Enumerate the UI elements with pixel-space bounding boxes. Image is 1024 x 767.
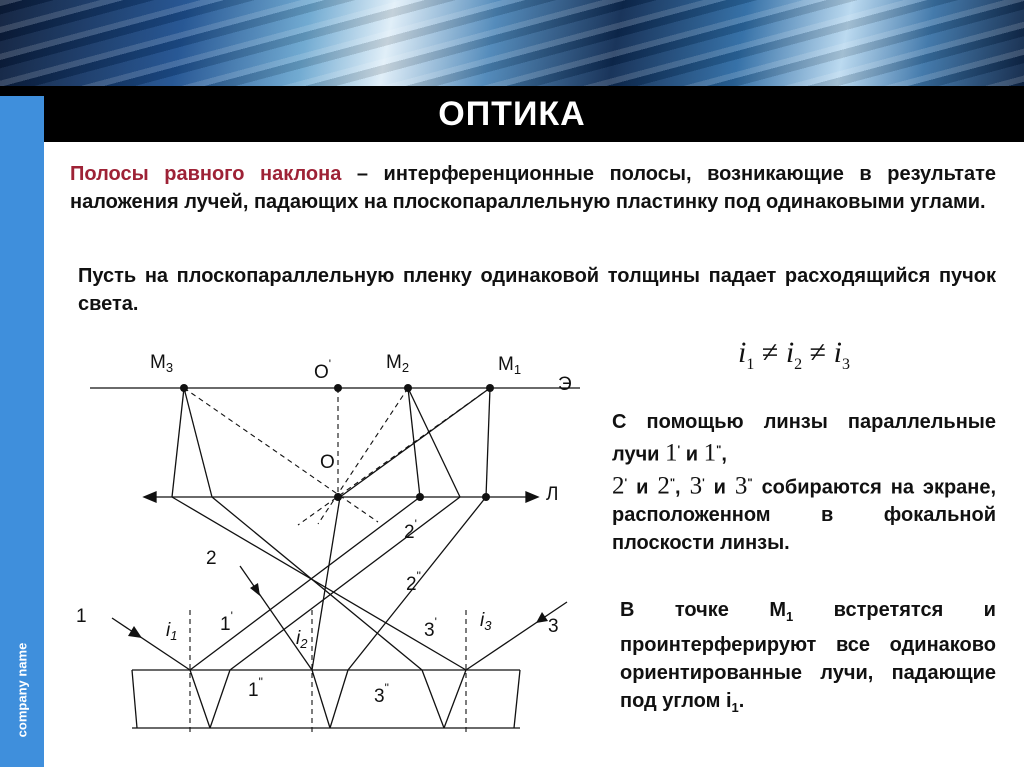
label-3-prime: 3' xyxy=(424,615,437,641)
dprime-mark: " xyxy=(716,444,722,456)
label-1-dprime: 1" xyxy=(248,675,263,701)
definition-text: – интерференционные полосы, возникающие в результате наложения лучей, падающих на плоскопараллельную пластинку под одинаковыми углами. xyxy=(70,163,996,213)
label-2-dprime: 2" xyxy=(406,569,421,595)
label-o: O xyxy=(320,452,335,473)
m1-text-a: В точке М xyxy=(620,599,786,621)
ray-3-refract-b xyxy=(422,670,444,728)
ray-3pp-up xyxy=(212,497,422,670)
prime-mark: ' xyxy=(702,476,705,489)
lens-point-3 xyxy=(482,493,490,501)
label-ray-2: 2 xyxy=(206,548,217,569)
plate-right-edge xyxy=(514,670,520,728)
formula-ne1: ≠ xyxy=(761,336,779,369)
inequality-formula xyxy=(738,336,888,380)
point-o-prime xyxy=(334,384,342,392)
ray-2-prime: 2 xyxy=(612,472,625,500)
comma: , xyxy=(675,476,681,499)
m1-sub: 1 xyxy=(785,609,794,624)
ray-3-refract-a xyxy=(444,670,466,728)
lens-text-end: на экране, расположенном в фокальной плоскости линзы. xyxy=(612,476,997,555)
company-name-label: company name xyxy=(14,642,30,738)
label-lens: Л xyxy=(546,484,559,505)
formula-sub3: 3 xyxy=(841,356,850,373)
label-m2: $M_2$ xyxy=(386,352,410,375)
formula-sub1: 1 xyxy=(746,356,755,373)
m1-text-b: встретятся и проинтерферируют все одинаково ориентированные лучи, падающие под углом i xyxy=(620,599,996,712)
point-m3 xyxy=(180,384,188,392)
focus-m3-a xyxy=(172,388,184,497)
ray-3-prime: 3 xyxy=(689,472,703,500)
ray-2-refract-a xyxy=(312,670,330,728)
plate-left-edge xyxy=(132,670,137,728)
label-3-dprime: 3" xyxy=(374,681,389,707)
prime-mark: ' xyxy=(624,476,628,489)
formula-i1: i xyxy=(738,336,747,369)
ray-1-refract-a xyxy=(190,670,210,728)
point-o xyxy=(334,493,342,501)
dprime-mark: " xyxy=(669,476,676,489)
ray-2pp-up xyxy=(348,497,486,670)
term-highlight: Полосы равного наклона xyxy=(70,163,342,185)
formula-i3: i xyxy=(833,336,842,369)
lens-text-a: С помощью линзы параллельные лучи xyxy=(612,411,996,466)
focus-m1-b xyxy=(486,388,490,497)
dprime-mark: " xyxy=(747,476,753,489)
point-m2 xyxy=(404,384,412,392)
ray-1-prime: 1 xyxy=(665,439,678,467)
formula-i2: i xyxy=(785,336,795,369)
point-m1-paragraph xyxy=(620,596,996,722)
label-ray-1: 1 xyxy=(76,606,87,627)
slide-title: ОПТИКА xyxy=(438,95,586,133)
ray-2-refract-b xyxy=(330,670,348,728)
intro-paragraph: Пусть на плоскопараллельную пленку одинаковой толщины падает расходящийся пучок света. xyxy=(78,265,996,315)
lens-point-2 xyxy=(416,493,424,501)
dashed-m3 xyxy=(184,388,378,522)
ray-1pp-up xyxy=(230,497,460,670)
i1-sub: 1 xyxy=(731,700,739,715)
label-i2: $i_2$ xyxy=(296,628,308,651)
label-ray-3: 3 xyxy=(548,616,559,637)
arrowhead-3 xyxy=(536,612,548,623)
ray-1-dprime: 1 xyxy=(703,439,717,467)
label-screen: Э xyxy=(558,374,572,395)
ray-1-refract-b xyxy=(210,670,230,728)
comma: , xyxy=(721,443,727,466)
arrowhead-2 xyxy=(250,583,260,596)
and-word: и xyxy=(636,476,649,499)
formula-ne2: ≠ xyxy=(809,336,827,369)
point-m1 xyxy=(486,384,494,392)
arrowhead-1 xyxy=(128,626,142,638)
label-i3: $i_3$ xyxy=(480,610,492,633)
m1-text-end: . xyxy=(738,690,745,712)
ray-3p-up xyxy=(172,497,466,670)
formula-sub2: 2 xyxy=(794,356,803,373)
and-word: и xyxy=(713,476,726,499)
lens-arrow-left xyxy=(144,492,156,502)
definition-paragraph xyxy=(70,160,996,216)
label-2-prime: 2' xyxy=(404,517,417,543)
label-i1: $i_1$ xyxy=(166,620,178,643)
lens-paragraph xyxy=(612,408,996,557)
and-word: и xyxy=(685,443,699,466)
header-banner xyxy=(0,0,1024,86)
label-m1: $M_1$ xyxy=(498,354,522,377)
collect-word: собираются xyxy=(761,476,882,499)
label-o-prime: O' xyxy=(314,357,332,383)
ray-1-incident xyxy=(112,618,190,670)
label-m3: $M_3$ xyxy=(150,352,174,375)
interference-diagram xyxy=(62,340,592,740)
prime-mark: ' xyxy=(677,444,681,456)
ray-3-dprime: 3 xyxy=(734,472,748,500)
label-1-prime: 1' xyxy=(220,609,233,635)
company-name xyxy=(4,620,40,760)
ray-2-dprime: 2 xyxy=(657,472,670,500)
lens-arrow-right xyxy=(526,492,538,502)
